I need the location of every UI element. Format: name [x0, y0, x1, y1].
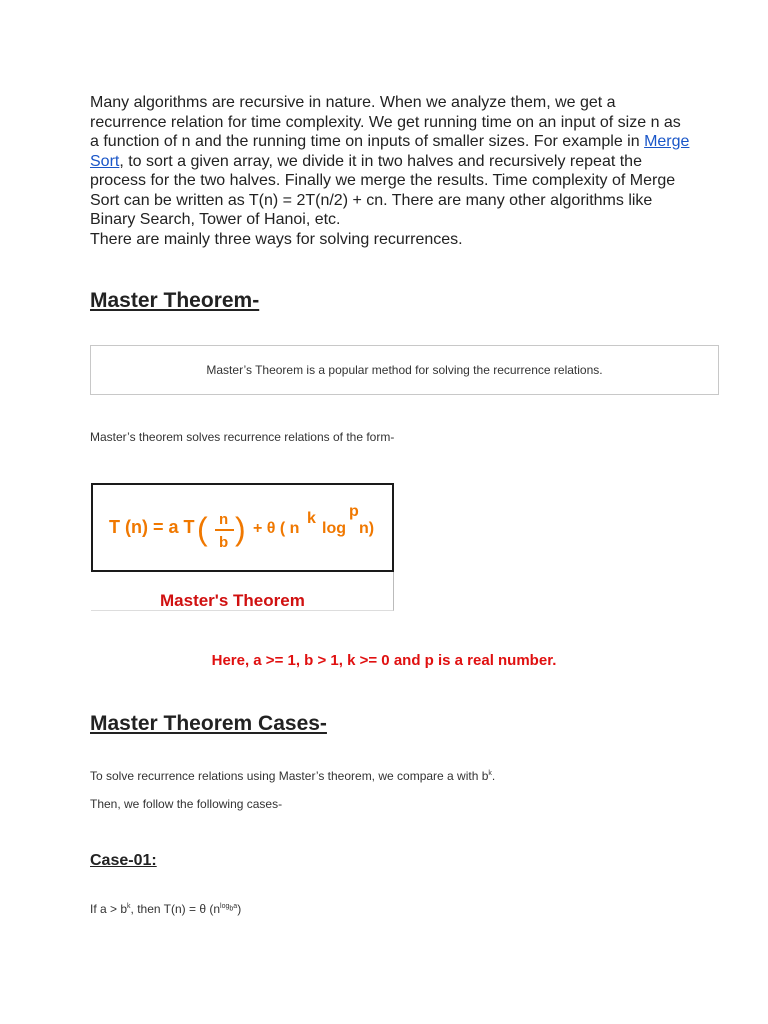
case-01-sub-b: b [229, 905, 234, 913]
form-description: Master’s theorem solves recurrence relations of the form- [90, 430, 395, 444]
case-01-sup-a: a [233, 903, 238, 910]
intro-paragraph [90, 93, 690, 249]
merge-sort-link[interactable]: Merge Sort [90, 133, 690, 170]
case-01-sup-log: log [220, 903, 230, 910]
formula-image [93, 485, 392, 570]
formula-tail: n) [359, 520, 375, 537]
formula-fraction-denominator: b [219, 534, 229, 551]
case-01-result: , then T(n) = θ (n [130, 902, 221, 916]
compare-sup-k: k [488, 770, 492, 777]
formula-theta-part: + θ ( n [253, 520, 300, 537]
formula-caption: Master's Theorem [160, 591, 305, 610]
case-01-close: ) [237, 902, 242, 916]
formula-lhs: T (n) = a T [109, 517, 195, 537]
conditions-text: Here, a >= 1, b > 1, k >= 0 and p is a real number. [211, 652, 557, 669]
follow-cases-text: Then, we follow the following cases- [90, 797, 283, 811]
case-01-text [90, 902, 241, 916]
formula-exponent-k: k [307, 510, 316, 527]
info-box-text: Master’s Theorem is a popular method for solving the recurrence relations. [206, 363, 603, 377]
intro-text-part2: , to sort a given array, we divide it in two halves and recursively repeat the process for the two halves. Finally we merge the results. Time complexity of Merge Sort can be written as T(n) = 2T(n/2) + cn. There are many other algorithms like Binary Search, Tower of Hanoi, etc. [90, 152, 676, 228]
master-theorem-cases-heading: Master Theorem Cases- [90, 712, 327, 735]
intro-text-part1: Many algorithms are recursive in nature. When we analyze them, we get a recurrence relation for time complexity. We get running time on an input of size n as a function of n and the running time on inputs of smaller sizes. For example in [90, 94, 681, 150]
formula-right-paren: ) [235, 511, 246, 547]
formula-fraction-numerator: n [219, 511, 229, 528]
formula-box [91, 483, 394, 572]
formula-exponent-p: p [349, 503, 359, 520]
formula-left-paren: ( [197, 511, 208, 547]
compare-text [90, 769, 495, 783]
case-01-heading: Case-01: [90, 852, 157, 869]
compare-text-end: . [491, 769, 496, 783]
formula-log: log [322, 520, 346, 537]
compare-text-main: To solve recurrence relations using Master’s theorem, we compare a with b [90, 769, 489, 783]
intro-text-ways: There are mainly three ways for solving recurrences. [90, 230, 463, 248]
case-01-sup-k: k [127, 903, 131, 910]
master-theorem-heading: Master Theorem- [90, 289, 260, 312]
info-box [90, 345, 719, 395]
case-01-condition: If a > b [90, 902, 128, 916]
